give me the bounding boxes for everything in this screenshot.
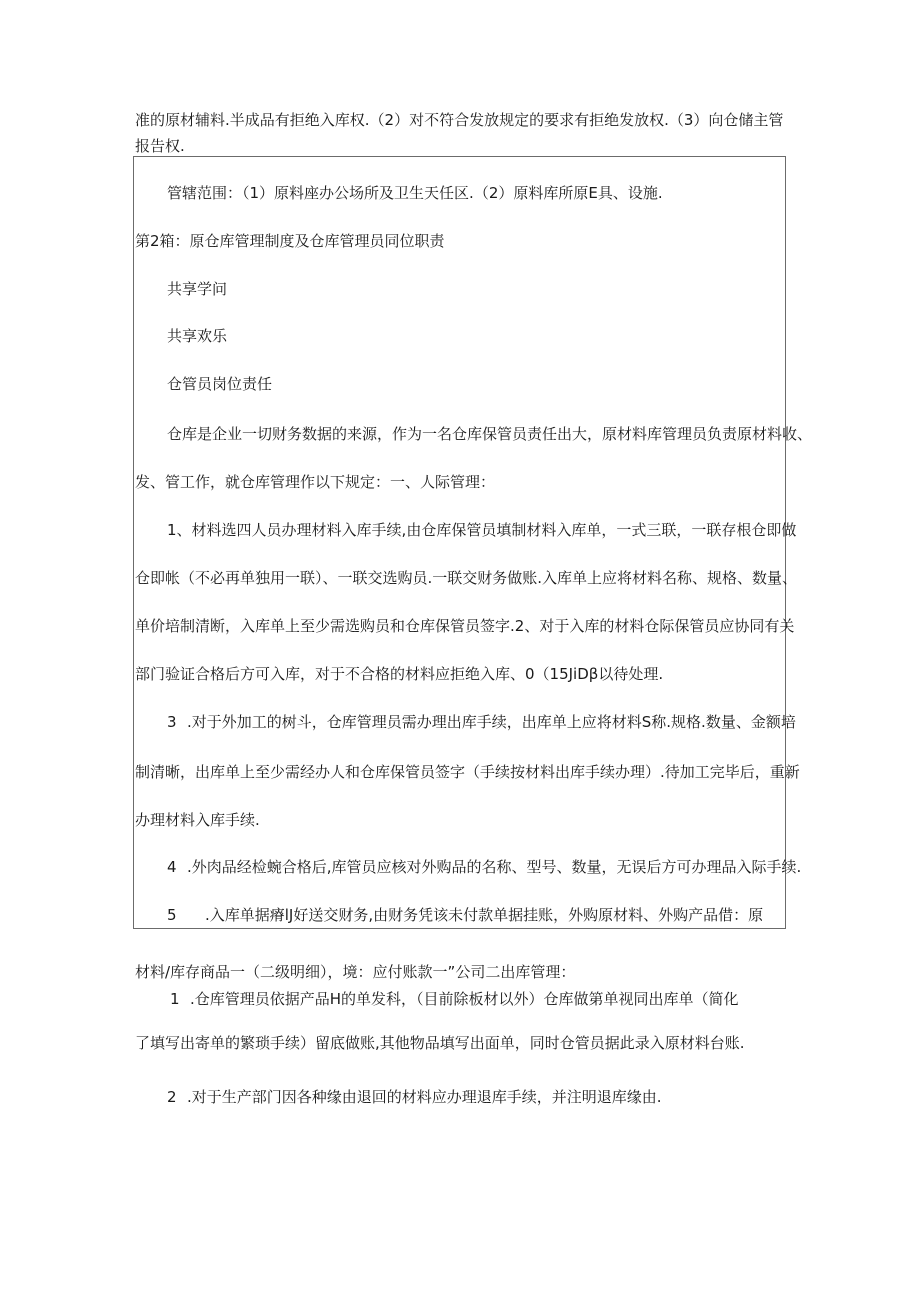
bottom-item1-line-2: 了填写出寄单的繁琐手续）留底做账,其他物品填写出面单，同时仓管员据此录入原材料台账. — [135, 1034, 745, 1052]
duty-title: 仓管员岗位责任 — [167, 375, 273, 393]
para5-number: 5 — [167, 906, 177, 924]
bottom-item1-number: 1 — [170, 990, 180, 1008]
para4-line-1: .外肉品经检蜿合格后,库管员应核对外购品的名称、型号、数量，无误后方可办理品入际手续. — [187, 858, 802, 876]
share-joy: 共享欢乐 — [167, 327, 228, 345]
para5-line-1: .入库单据瘠lJ好送交财务,由财务凭该未付款单据挂账，外购原材料、外购产品借：原 — [205, 906, 764, 924]
intro-line-2: 发、管工作，就仓库管理作以下规定：一、人际管理： — [135, 473, 496, 491]
bottom-item2-number: 2 — [167, 1088, 177, 1106]
scope-text: 管辖范围：（1）原料座办公场所及卫生天任区.（2）原料库所原E具、设施. — [167, 184, 663, 202]
para1-line-1: 1、材料选四人员办理材料入库手续,由仓库保管员填制材料入库单，一式三联，一联存根仓即做 — [167, 521, 797, 539]
bottom-item2-line-1: .对于生产部门因各种缘由退回的材料应办理退库手续，并注明退库缘由. — [187, 1088, 662, 1106]
para4-number: 4 — [167, 858, 177, 876]
top-line-1: 准的原材辅料.半成品有拒绝入库权.（2）对不符合发放规定的要求有拒绝发放权.（3）向仓储主管 — [135, 111, 784, 129]
para1-line-4: 部门验证合格后方可入库，对于不合格的材料应拒绝入库、0（15JiDβ以待处理. — [135, 665, 664, 683]
para3-number: 3 — [167, 713, 177, 731]
bottom-item1-line-1: .仓库管理员依据产品H的单发科，（目前除板材以外）仓库做第单视同出库单（简化 — [190, 990, 739, 1008]
para3-line-3: 办理材料入库手续. — [135, 811, 260, 829]
intro-line-1: 仓库是企业一切财务数据的来源，作为一名仓库保管员责任出大，原材料库管理员负责原材料收、 — [167, 425, 813, 443]
share-knowledge: 共享学问 — [167, 280, 228, 298]
bottom-line-1: 材料/库存商品一（二级明细），境：应付账款一”公司二出库管理： — [135, 963, 576, 981]
para3-line-2: 制清晰，出库单上至少需经办人和仓库保管员签字（手续按材料出库手续办理）.待加工完毕后，重新 — [135, 763, 800, 781]
para3-line-1: .对于外加工的树斗，仓库管理员需办理出库手续，出库单上应将材料S称.规格.数量、金额培 — [187, 713, 796, 731]
para1-line-3: 单价培制清断，入库单上至少需选购员和仓库保管员签字.2、对于入库的材料仓际保管员应协同有关 — [135, 617, 795, 635]
para1-line-2: 仓即帐（不必再单独用一联）、一联交选购员.一联交财务做账.入库单上应将材料名称、规格、数量、 — [135, 569, 798, 587]
top-line-2: 报告权. — [135, 137, 185, 155]
chapter-title: 第2箱：原仓库管理制度及仓库管理员同位职责 — [135, 232, 445, 250]
